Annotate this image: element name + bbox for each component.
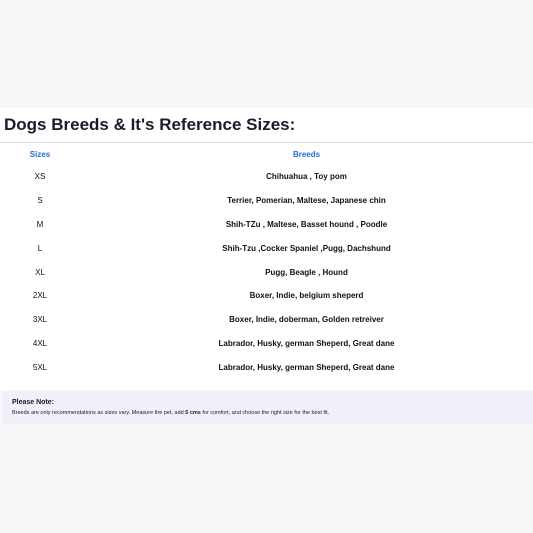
breeds-cell: Boxer, Indie, belgium sheperd: [249, 291, 364, 301]
size-cell: XS: [34, 172, 46, 182]
column-header-sizes: Sizes: [29, 150, 51, 159]
size-cell: S: [37, 196, 43, 206]
note-text-end: for comfort, and choose the right size for the best fit.: [200, 410, 330, 416]
table-header-row: [0, 144, 533, 165]
breeds-cell: Terrier, Pomerian, Maltese, Japanese chin: [227, 196, 386, 206]
note-text-start: Breeds are only recommendations as sizes vary. Measure the pet, add: [12, 410, 186, 416]
breeds-cell: Chihuahua , Toy pom: [266, 172, 347, 182]
size-cell: L: [37, 243, 43, 253]
note-box: [3, 391, 533, 424]
table-row: [0, 308, 533, 332]
breeds-cell: Boxer, Indie, doberman, Golden retreiver: [229, 315, 384, 325]
table-row: [0, 284, 533, 308]
table-row: [0, 189, 533, 213]
size-cell: XL: [35, 267, 45, 277]
size-cell: 4XL: [32, 338, 48, 348]
size-cell: 5XL: [32, 362, 48, 372]
size-cell: 2XL: [32, 291, 48, 301]
title-divider: [0, 142, 533, 143]
breeds-cell: Labrador, Husky, german Sheperd, Great dane: [218, 362, 395, 372]
table-row: [0, 213, 533, 237]
note-title: Please Note:: [12, 399, 55, 406]
table-row: [0, 260, 533, 284]
note-text-emphasis: 5 cms: [185, 410, 201, 416]
page-title: Dogs Breeds & It's Reference Sizes:: [4, 115, 296, 134]
size-table: [0, 144, 533, 379]
table-row: [0, 165, 533, 189]
column-header-breeds: Breeds: [292, 150, 321, 159]
breeds-cell: Pugg, Beagle , Hound: [265, 267, 348, 277]
table-row: [0, 355, 533, 379]
size-cell: 3XL: [32, 315, 48, 325]
note-text: [12, 410, 329, 416]
breeds-cell: Shih-TZu , Maltese, Basset hound , Poodle: [225, 219, 388, 229]
table-row: [0, 236, 533, 260]
breeds-cell: Labrador, Husky, german Sheperd, Great dane: [218, 338, 395, 348]
table-row: [0, 332, 533, 356]
size-cell: M: [36, 219, 44, 229]
breeds-cell: Shih-Tzu ,Cocker Spaniel ,Pugg, Dachshund: [222, 243, 391, 253]
